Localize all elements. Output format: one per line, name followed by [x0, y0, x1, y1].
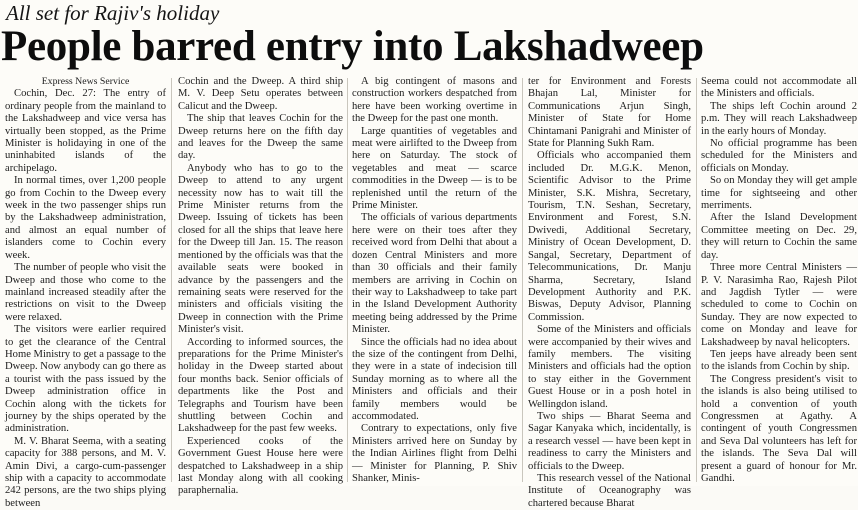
article-paragraph: M. V. Bharat Seema, with a seating capacity for 388 persons, and M. V. Amin Divi, a cargo-cum-passenger ship with a capacity to accommodate 242 persons, are the two ships plying between: [5, 435, 166, 509]
article-paragraph: In normal times, over 1,200 people go from Cochin to the Dweep every week in the two passenger ships run by the Lakshadweep administration, and almost an equal number of islanders come to Cochin every week.: [5, 175, 166, 261]
article-paragraph: Seema could not accommodate all the Ministers and officials.: [701, 76, 857, 100]
article-byline: Express News Service: [41, 76, 130, 87]
article-paragraph: The Congress president's visit to the islands is also being utilised to hold a convention of youth Congressmen at Agathy. A contingent of youth Congressmen and Seva Dal volunteers has left for the islands. The Seva Dal will present a guard of honour for Mr. Gandhi.: [701, 373, 857, 484]
article-paragraph: Officials who accompanied them included Dr. M.G.K. Menon, Scientific Advisor to the Prime Minister, S.K. Mishra, Secretary, Tourism, T.N. Seshan, Secretary, Environment and Forest, S.N. Dwivedi, Additional Secretary, Ministry of Ocean Development, D. Sangal, Secretary, Department of Telecommunications, Dr. Manju Sharma, Secretary, Island Development Authority and P.K. Biswas, Deputy Advisor, Planning Commission.: [528, 150, 691, 323]
article-paragraph: Two ships — Bharat Seema and Sagar Kanyaka which, incidentally, is a research vessel — have been kept in readiness to carry the Ministers and officials to the Dweep.: [528, 410, 691, 472]
article-paragraph: Ten jeeps have already been sent to the islands from Cochin by ship.: [701, 348, 857, 373]
column-divider: [696, 78, 697, 482]
article-paragraph: After the Island Development Committee meeting on Dec. 29, they will return to Cochin the same day.: [701, 212, 857, 261]
article-paragraph: ter for Environment and Forests Bhajan Lal, Minister for Communications Arjun Singh, Minister of State for Home Chintamani Panigrahi and Minister of State for Planning Sukh Ram.: [528, 76, 691, 150]
article-kicker: All set for Rajiv's holiday: [6, 1, 220, 25]
article-paragraph: Cochin, Dec. 27: The entry of ordinary people from the mainland to the Lakshadweep and vice versa has virtually been stopped, as the Prime Minister is holidaying in one of the uninhabited islands of the archipelago.: [5, 88, 166, 174]
article-paragraph: Since the officials had no idea about the size of the contingent from Delhi, they were in a state of indecision till Sunday morning as to where all the Ministers and officials and their family members would be accommodated.: [352, 336, 517, 422]
article-paragraph: The officials of various departments here were on their toes after they received word from Delhi that about a dozen Central Ministers and more than 30 officials and their family members are arriving in Cochin on their way to Lakshadweep to take part in the Island Development Authority meeting being addressed by the Prime Minister.: [352, 212, 517, 336]
article-paragraph: Experienced cooks of the Government Guest House here were despatched to Lakshadweep in a ship last Monday along with all cooking paraphernalia.: [178, 435, 343, 497]
article-paragraph: Cochin and the Dweep. A third ship M. V. Deep Setu operates between Calicut and the Dweep.: [178, 76, 343, 112]
column-divider: [522, 78, 523, 482]
article-column-3: [352, 76, 517, 486]
article-paragraph: So on Monday they will get ample time for sightseeing and other merriments.: [701, 175, 857, 212]
column-divider: [171, 78, 172, 482]
article-headline: People barred entry into Lakshadweep: [1, 23, 704, 70]
article-paragraph: A big contingent of masons and construction workers despatched from here have been working overtime in the Dweep for the past one month.: [352, 76, 517, 125]
article-paragraph: The visitors were earlier required to get the clearance of the Central Home Ministry to get a passage to the Dweep. Now anybody can go there as a tourist with the pass issued by the Dweep administration office in Cochin along with the tickets for journey by the ships operated by the administration.: [5, 324, 166, 435]
article-column-1: [5, 76, 166, 509]
article-paragraph: The number of people who visit the Dweep and those who come to the mainland increased steadily after the restrictions on visit to the Dweep were relaxed.: [5, 262, 166, 323]
article-paragraph: The ships left Cochin around 2 p.m. They will reach Lakshadweep in the early hours of Monday.: [701, 100, 857, 137]
column-divider: [347, 78, 348, 482]
article-paragraph: Anybody who has to go to the Dweep to attend to any urgent necessity now has to wait till the Prime Minister returns from the Dweep. Issuing of tickets has been closed for all the ships that leave here for the Dweep till Jan. 15. The reason mentioned by the officials was that the available seats were booked in advance by the passengers and the remaining seats were reserved for the ministers and officials visiting the Dweep in connection with the Prime Minister's visit.: [178, 162, 343, 336]
article-column-4: [528, 76, 691, 509]
article-column-5: [701, 76, 857, 486]
article-column-2: [178, 76, 343, 497]
article-paragraph: Some of the Ministers and officials were accompanied by their wives and family members. The visiting Ministers and officials had the option to stay either in the Government Guest House or in a posh hotel in Wellingdon island.: [528, 324, 691, 410]
article-paragraph: Contrary to expectations, only five Ministers arrived here on Sunday by the Indian Airlines flight from Delhi — Minister for Planning, P. Shiv Shanker, Minis-: [352, 423, 517, 484]
article-paragraph: The ship that leaves Cochin for the Dweep returns here on the fifth day and leaves for the Dweep the same day.: [178, 113, 343, 162]
article-paragraph: Three more Central Ministers — P. V. Narasimha Rao, Rajesh Pilot and Jagdish Tytler — were scheduled to come to Cochin on Sunday. They are now expected to come on Monday and leave for Lakshadweep by naval helicopters.: [701, 262, 857, 348]
article-paragraph: According to informed sources, the preparations for the Prime Minister's holiday in the Dweep started about four months back. Senior officials of departments like the Post and Telegraphs and Tourism have been shuttling between Cochin and Lakshadweep for the past few weeks.: [178, 336, 343, 435]
article-paragraph: Large quantities of vegetables and meat were airlifted to the Dweep from here on Saturday. The stock of vegetables and meat — scarce commodities in the Dweep — is to be replenished until the return of the Prime Minister.: [352, 125, 517, 212]
article-paragraph: No official programme has been scheduled for the Ministers and officials on Monday.: [701, 138, 857, 174]
article-paragraph: This research vessel of the National Institute of Oceanography was chartered because Bharat: [528, 473, 691, 509]
